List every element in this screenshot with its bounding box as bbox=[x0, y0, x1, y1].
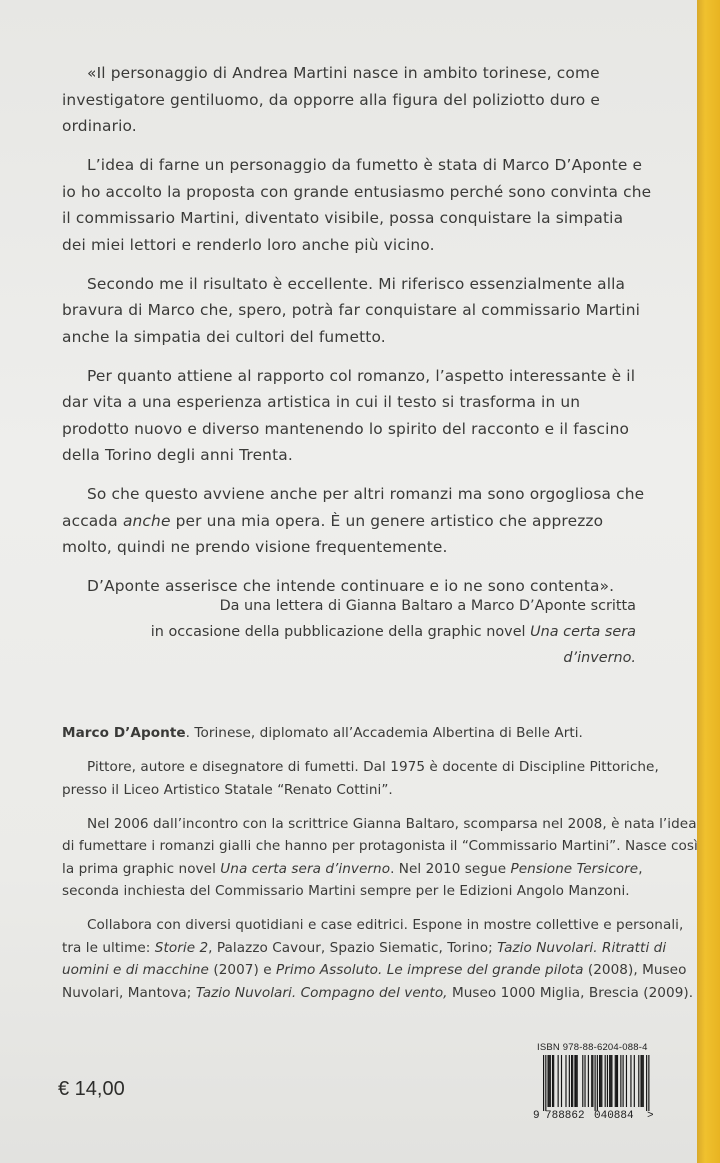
barcode-bar bbox=[584, 1055, 585, 1107]
barcode-bar bbox=[643, 1055, 644, 1107]
bio-paragraph bbox=[62, 813, 702, 903]
barcode-bar bbox=[646, 1055, 647, 1111]
barcode-bar bbox=[626, 1055, 627, 1107]
barcode-bar bbox=[642, 1055, 643, 1107]
attribution-text: in occasione della pubblicazione della graphic novel bbox=[150, 624, 526, 640]
barcode-bar bbox=[574, 1055, 575, 1107]
barcode-bar bbox=[582, 1055, 583, 1107]
quote-paragraph: D’Aponte asserisce che intende continuare e io ne sono contenta». bbox=[87, 577, 615, 595]
barcode-bar bbox=[575, 1055, 576, 1107]
exhibition-title: Tazio Nuvolari. Ritratti di uomini e di macchine bbox=[62, 939, 667, 978]
bio-paragraph: Pittore, autore e disegnatore di fumetti. Dal 1975 è docente di Discipline Pittoriche, presso il Liceo Artistico Statale “Renato Cottini”. bbox=[62, 759, 659, 798]
author-name: Marco D’Aponte bbox=[62, 725, 186, 741]
barcode-bar bbox=[558, 1055, 559, 1107]
barcode-bar bbox=[591, 1055, 592, 1107]
barcode-bar bbox=[552, 1055, 553, 1107]
bio-text: , seconda inchiesta del Commissario Martini sempre per le Edizioni Angolo Manzoni. bbox=[62, 860, 643, 899]
bio-text: Nel 2006 dall’incontro con la scrittrice Gianna Baltaro, scomparsa nel 2008, è nata l’idea di fumettare i romanzi gialli che hanno per protagonista il “Commissario Martini”. Nasce così la prima graphic novel bbox=[62, 815, 698, 877]
book-title: Una certa sera d’inverno bbox=[220, 860, 391, 877]
barcode-bars bbox=[533, 1055, 657, 1111]
quote-text: per una mia opera. È un genere artistico che apprezzo molto, quindi ne prendo visione frequentemente. bbox=[62, 511, 604, 556]
exhibition-title: Tazio Nuvolari. Compagno del vento, bbox=[195, 984, 448, 1001]
barcode-bar bbox=[588, 1055, 589, 1107]
barcode-bar bbox=[616, 1055, 617, 1107]
bio-text: Museo 1000 Miglia, Brescia (2009). bbox=[451, 984, 694, 1001]
barcode-bar bbox=[565, 1055, 566, 1107]
barcode-bar bbox=[550, 1055, 551, 1107]
quote-paragraph: «Il personaggio di Andrea Martini nasce in ambito torinese, come investigatore gentiluomo, da opporre alla figura del poliziotto duro e ordinario. bbox=[62, 64, 601, 135]
barcode-bar bbox=[592, 1055, 593, 1107]
attribution bbox=[150, 593, 636, 671]
price-label: € 14,00 bbox=[58, 1078, 125, 1100]
barcode-bar bbox=[553, 1055, 554, 1107]
barcode-bar bbox=[597, 1055, 598, 1111]
quote-emphasis: anche bbox=[122, 511, 171, 530]
quote-paragraph: L’idea di farne un personaggio da fumetto è stata di Marco D’Aponte e io ho accolto la proposta con grande entusiasmo perché sono convinta che il commissario Martini, diventato visibile, possa conquistare la simpatia dei miei lettori e renderlo loro anche più vicino. bbox=[62, 156, 652, 254]
ean-arrow: > bbox=[647, 1110, 654, 1122]
barcode-bar bbox=[611, 1055, 612, 1107]
barcode-bar bbox=[569, 1055, 570, 1107]
exhibition-title: Primo Assoluto. Le imprese del grande pilota bbox=[276, 962, 584, 978]
book-title: Pensione Tersicore bbox=[510, 860, 639, 877]
barcode-bar bbox=[640, 1055, 641, 1107]
barcode-bar bbox=[577, 1055, 578, 1107]
barcode-bar bbox=[605, 1055, 606, 1107]
barcode-bar bbox=[561, 1055, 562, 1107]
bio-text: (2008), Museo Nuvolari, Mantova; bbox=[62, 962, 687, 1001]
barcode-bar bbox=[615, 1055, 616, 1107]
barcode-bar bbox=[630, 1055, 631, 1107]
barcode-bar bbox=[610, 1055, 611, 1107]
author-bio bbox=[62, 722, 702, 1004]
barcode-bar bbox=[543, 1055, 544, 1111]
bio-text: , Palazzo Cavour, Spazio Siematic, Torino; bbox=[208, 939, 493, 956]
bio-text: . Nel 2010 segue bbox=[390, 860, 507, 877]
quote-block bbox=[62, 60, 652, 600]
barcode-bar bbox=[638, 1055, 639, 1107]
barcode-bar bbox=[620, 1055, 621, 1107]
barcode-bar bbox=[547, 1055, 548, 1107]
bio-text: . Torinese, diplomato all’Accademia Albertina di Belle Arti. bbox=[185, 725, 583, 741]
exhibition-title: Storie 2 bbox=[154, 939, 209, 956]
barcode-bar bbox=[623, 1055, 624, 1107]
quote-text: So che questo avviene anche per altri romanzi ma sono orgogliosa che accada bbox=[62, 485, 645, 530]
barcode-bar bbox=[599, 1055, 600, 1107]
ean-left-digits: 788862 bbox=[545, 1110, 585, 1122]
ean-right-digits: 040884 bbox=[594, 1110, 634, 1122]
quote-paragraph: Per quanto attiene al rapporto col romanzo, l’aspetto interessante è il dar vita a una esperienza artistica in cui il testo si trasforma in un prodotto nuovo e diverso mantenendo lo spirito del racconto e il fascino della Torino degli anni Trenta. bbox=[62, 366, 636, 464]
bio-paragraph bbox=[62, 914, 702, 1004]
quote-paragraph bbox=[62, 481, 652, 561]
barcode bbox=[533, 1041, 657, 1133]
barcode-bar bbox=[572, 1055, 573, 1107]
barcode-bar bbox=[571, 1055, 572, 1107]
barcode-bar bbox=[545, 1055, 546, 1111]
attribution-line bbox=[150, 619, 636, 671]
attribution-title: Una certa sera d’inverno. bbox=[530, 624, 636, 666]
barcode-bar bbox=[634, 1055, 635, 1107]
isbn-label: ISBN 978-88-6204-088-4 bbox=[537, 1042, 648, 1053]
bio-paragraph bbox=[62, 722, 702, 745]
barcode-bar bbox=[607, 1055, 608, 1107]
barcode-bar bbox=[601, 1055, 602, 1107]
barcode-bar bbox=[648, 1055, 649, 1111]
quote-paragraph: Secondo me il risultato è eccellente. Mi riferisco essenzialmente alla bravura di Marco che, spero, potrà far conquistare al commissario Martini anche la simpatia dei cultori del fumetto. bbox=[62, 274, 641, 346]
bio-text: (2007) e bbox=[213, 962, 272, 978]
barcode-bar bbox=[617, 1055, 618, 1107]
barcode-bar bbox=[609, 1055, 610, 1107]
barcode-bar bbox=[595, 1055, 596, 1111]
bio-text: Collabora con diversi quotidiani e case editrici. Espone in mostre collettive e personali, tra le ultime: bbox=[62, 917, 684, 956]
barcode-bar bbox=[549, 1055, 550, 1107]
attribution-line: Da una lettera di Gianna Baltaro a Marco D’Aponte scritta bbox=[219, 598, 636, 614]
ean-first-digit: 9 bbox=[533, 1110, 540, 1122]
barcode-bar bbox=[600, 1055, 601, 1107]
